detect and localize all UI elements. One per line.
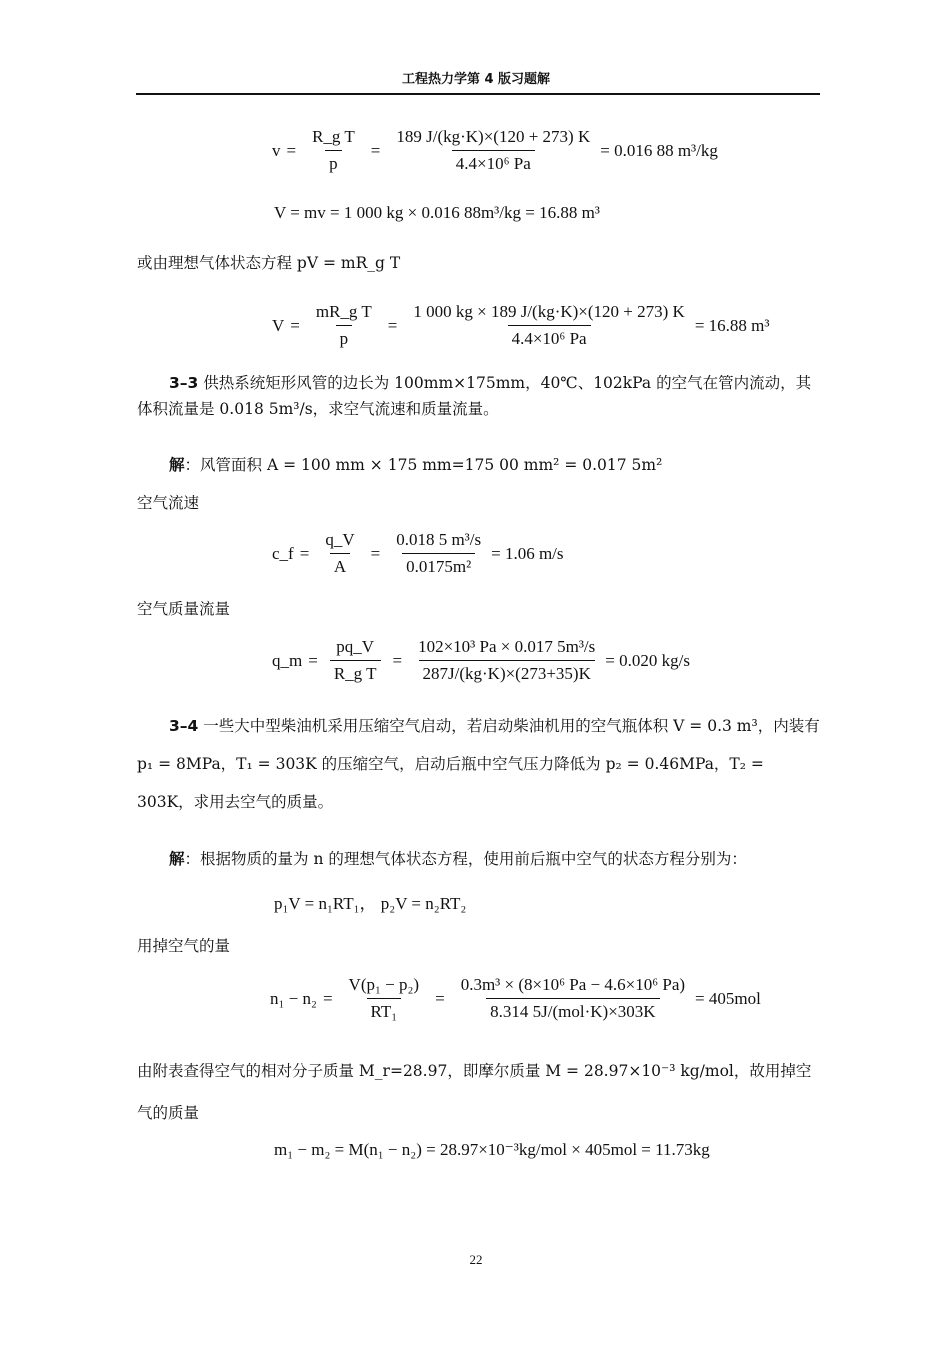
label-air-used: 用掉空气的量 (137, 937, 231, 955)
eq4-den: A (330, 553, 350, 577)
eq3-lhs: V (272, 315, 285, 335)
eq5-lhs: q_m (272, 650, 303, 670)
eq4-num2: 0.018 5 m³/s (396, 530, 482, 549)
eq7-num2: 0.3m³ × (8×10⁶ Pa − 4.6×10⁶ Pa) (460, 975, 686, 994)
eq1-result: = 0.016 88 m³/kg (600, 140, 718, 160)
solution-3-4-label: 解 (169, 850, 185, 868)
equation-air-speed: c_f = $\frac{q\_V}{A}$ = $\frac{\text{0.018 5 m³/s}}{\text{0.0175m²}}$ = 1.06 m/s (272, 530, 564, 576)
eq4-den2: 0.0175m² (402, 553, 475, 577)
eq3-num: mR_g T (315, 302, 372, 321)
eq1-den2: 4.4×10⁶ Pa (452, 150, 535, 174)
eq3-den: p (336, 325, 353, 349)
header-rule (136, 93, 820, 95)
problem-3-4-text: 一些大中型柴油机采用压缩空气启动，若启动柴油机用的空气瓶体积 V = 0.3 m³，内装有 p₁ = 8MPa，T₁ = 303K 的压缩空气，启动后瓶中空气压力降低为 p₂ = 0.46MPa，T₂ = 303K，求用去空气的质量。 (137, 717, 820, 811)
equation-volume-alt: V = $\frac{\text{mR\_g T}}{p}$ = $\frac{1 000 kg \times 189 J/(kg\cdot K)\times(120 + 273) K}{\text{4.4×10⁶ Pa}}$ = 16.88 m³ (272, 302, 770, 348)
problem-3-4-number: 3–4 (169, 717, 199, 735)
equation-mass-flow: q_m = $\frac{pq\_V}{\text{R\_g T}}$ = $\frac{\text{102×10³ Pa × 0.017 5m³/s}}{287J/(kg\cdot K)\times(273+35)K}$ = 0.020 kg/s (272, 637, 690, 683)
line-ideal-gas: 或由理想气体状态方程 pV = mR_g T (137, 254, 401, 272)
eq5-result: = 0.020 kg/s (605, 650, 690, 670)
running-header: 工程热力学第 4 版习题解 (401, 72, 551, 87)
eq7-lhs: n₁ − n₂ (270, 988, 317, 1008)
paragraph-molar-mass: 由附表查得空气的相对分子质量 M_r=28.97，即摩尔质量 M = 28.97×10⁻³ kg/mol，故用掉空气的质量 (137, 1062, 812, 1122)
eq1-lhs: v (272, 140, 281, 160)
equation-moles-used: n₁ − n₂ = $\frac{\text{V(p₁ − p₂)}}{\text{RT₁}}$ = $\frac{\text{0.3m³ × (8×10⁶ Pa − 4.6×10⁶ Pa)}}{\text{8.314 5J/(mol·K)×303K}}$ = 405mol (270, 975, 761, 1021)
eq5-den: R_g T (330, 660, 381, 684)
eq2-text: V = mv = 1 000 kg × 0.016 88m³/kg = 16.88 m³ (274, 203, 600, 222)
solution-3-3 (137, 452, 821, 478)
eq3-den2: 4.4×10⁶ Pa (508, 325, 591, 349)
problem-3-3-text: 供热系统矩形风管的边长为 100mm×175mm，40℃、102kPa 的空气在管内流动，其体积流量是 0.018 5m³/s，求空气流速和质量流量。 (137, 374, 812, 418)
problem-3-4 (137, 707, 821, 821)
eq1-num: R_g T (312, 127, 355, 146)
solution-3-4-text: ：根据物质的量为 n 的理想气体状态方程，使用前后瓶中空气的状态方程分别为： (184, 850, 747, 868)
eq7-den: RT₁ (367, 998, 402, 1022)
solution-3-3-label: 解 (169, 456, 185, 474)
equation-specific-volume: v = $\frac{\text{R\_g T}}{p}$ = $\frac{189 J/(kg\cdot K)\times(120 + 273) K}{\text{4.4×10⁶ Pa}}$ = 0.016 88 m³/kg (272, 127, 718, 173)
equation-state (274, 889, 466, 914)
problem-3-3-number: 3–3 (169, 374, 199, 392)
eq4-lhs: c_f (272, 543, 294, 563)
eq4-result: = 1.06 m/s (491, 543, 564, 563)
eq5-num: pq_V (336, 637, 375, 656)
eq4-num: q_V (325, 530, 355, 549)
eq1-den: p (325, 150, 342, 174)
label-mass-flow: 空气质量流量 (137, 600, 231, 618)
eq1-num2: 189 J/(kg·K)×(120 + 273) K (396, 127, 591, 146)
equation-mass-used (274, 1140, 710, 1160)
eq7-den2: 8.314 5J/(mol·K)×303K (486, 998, 659, 1022)
page-number: 22 (469, 1252, 483, 1267)
eq7-num: V(p₁ − p₂) (348, 975, 420, 994)
eq3-result: = 16.88 m³ (694, 315, 770, 335)
solution-3-4 (137, 846, 821, 872)
label-air-speed: 空气流速 (137, 494, 200, 512)
solution-3-3-text: ：风管面积 A = 100 mm × 175 mm=175 00 mm² = 0.017 5m² (184, 456, 663, 474)
eq8-text: m₁ − m₂ = M(n₁ − n₂) = 28.97×10⁻³kg/mol × 405mol = 11.73kg (274, 1140, 710, 1159)
eq7-result: = 405mol (695, 988, 761, 1008)
problem-3-3 (137, 370, 821, 422)
eq5-num2: 102×10³ Pa × 0.017 5m³/s (418, 637, 596, 656)
equation-volume (274, 203, 600, 223)
eq6-text: p₁V = n₁RT₁， p₂V = n₂RT₂ (274, 894, 467, 913)
eq5-den2: 287J/(kg·K)×(273+35)K (419, 660, 595, 684)
eq3-num2: 1 000 kg × 189 J/(kg·K)×(120 + 273) K (413, 302, 685, 321)
